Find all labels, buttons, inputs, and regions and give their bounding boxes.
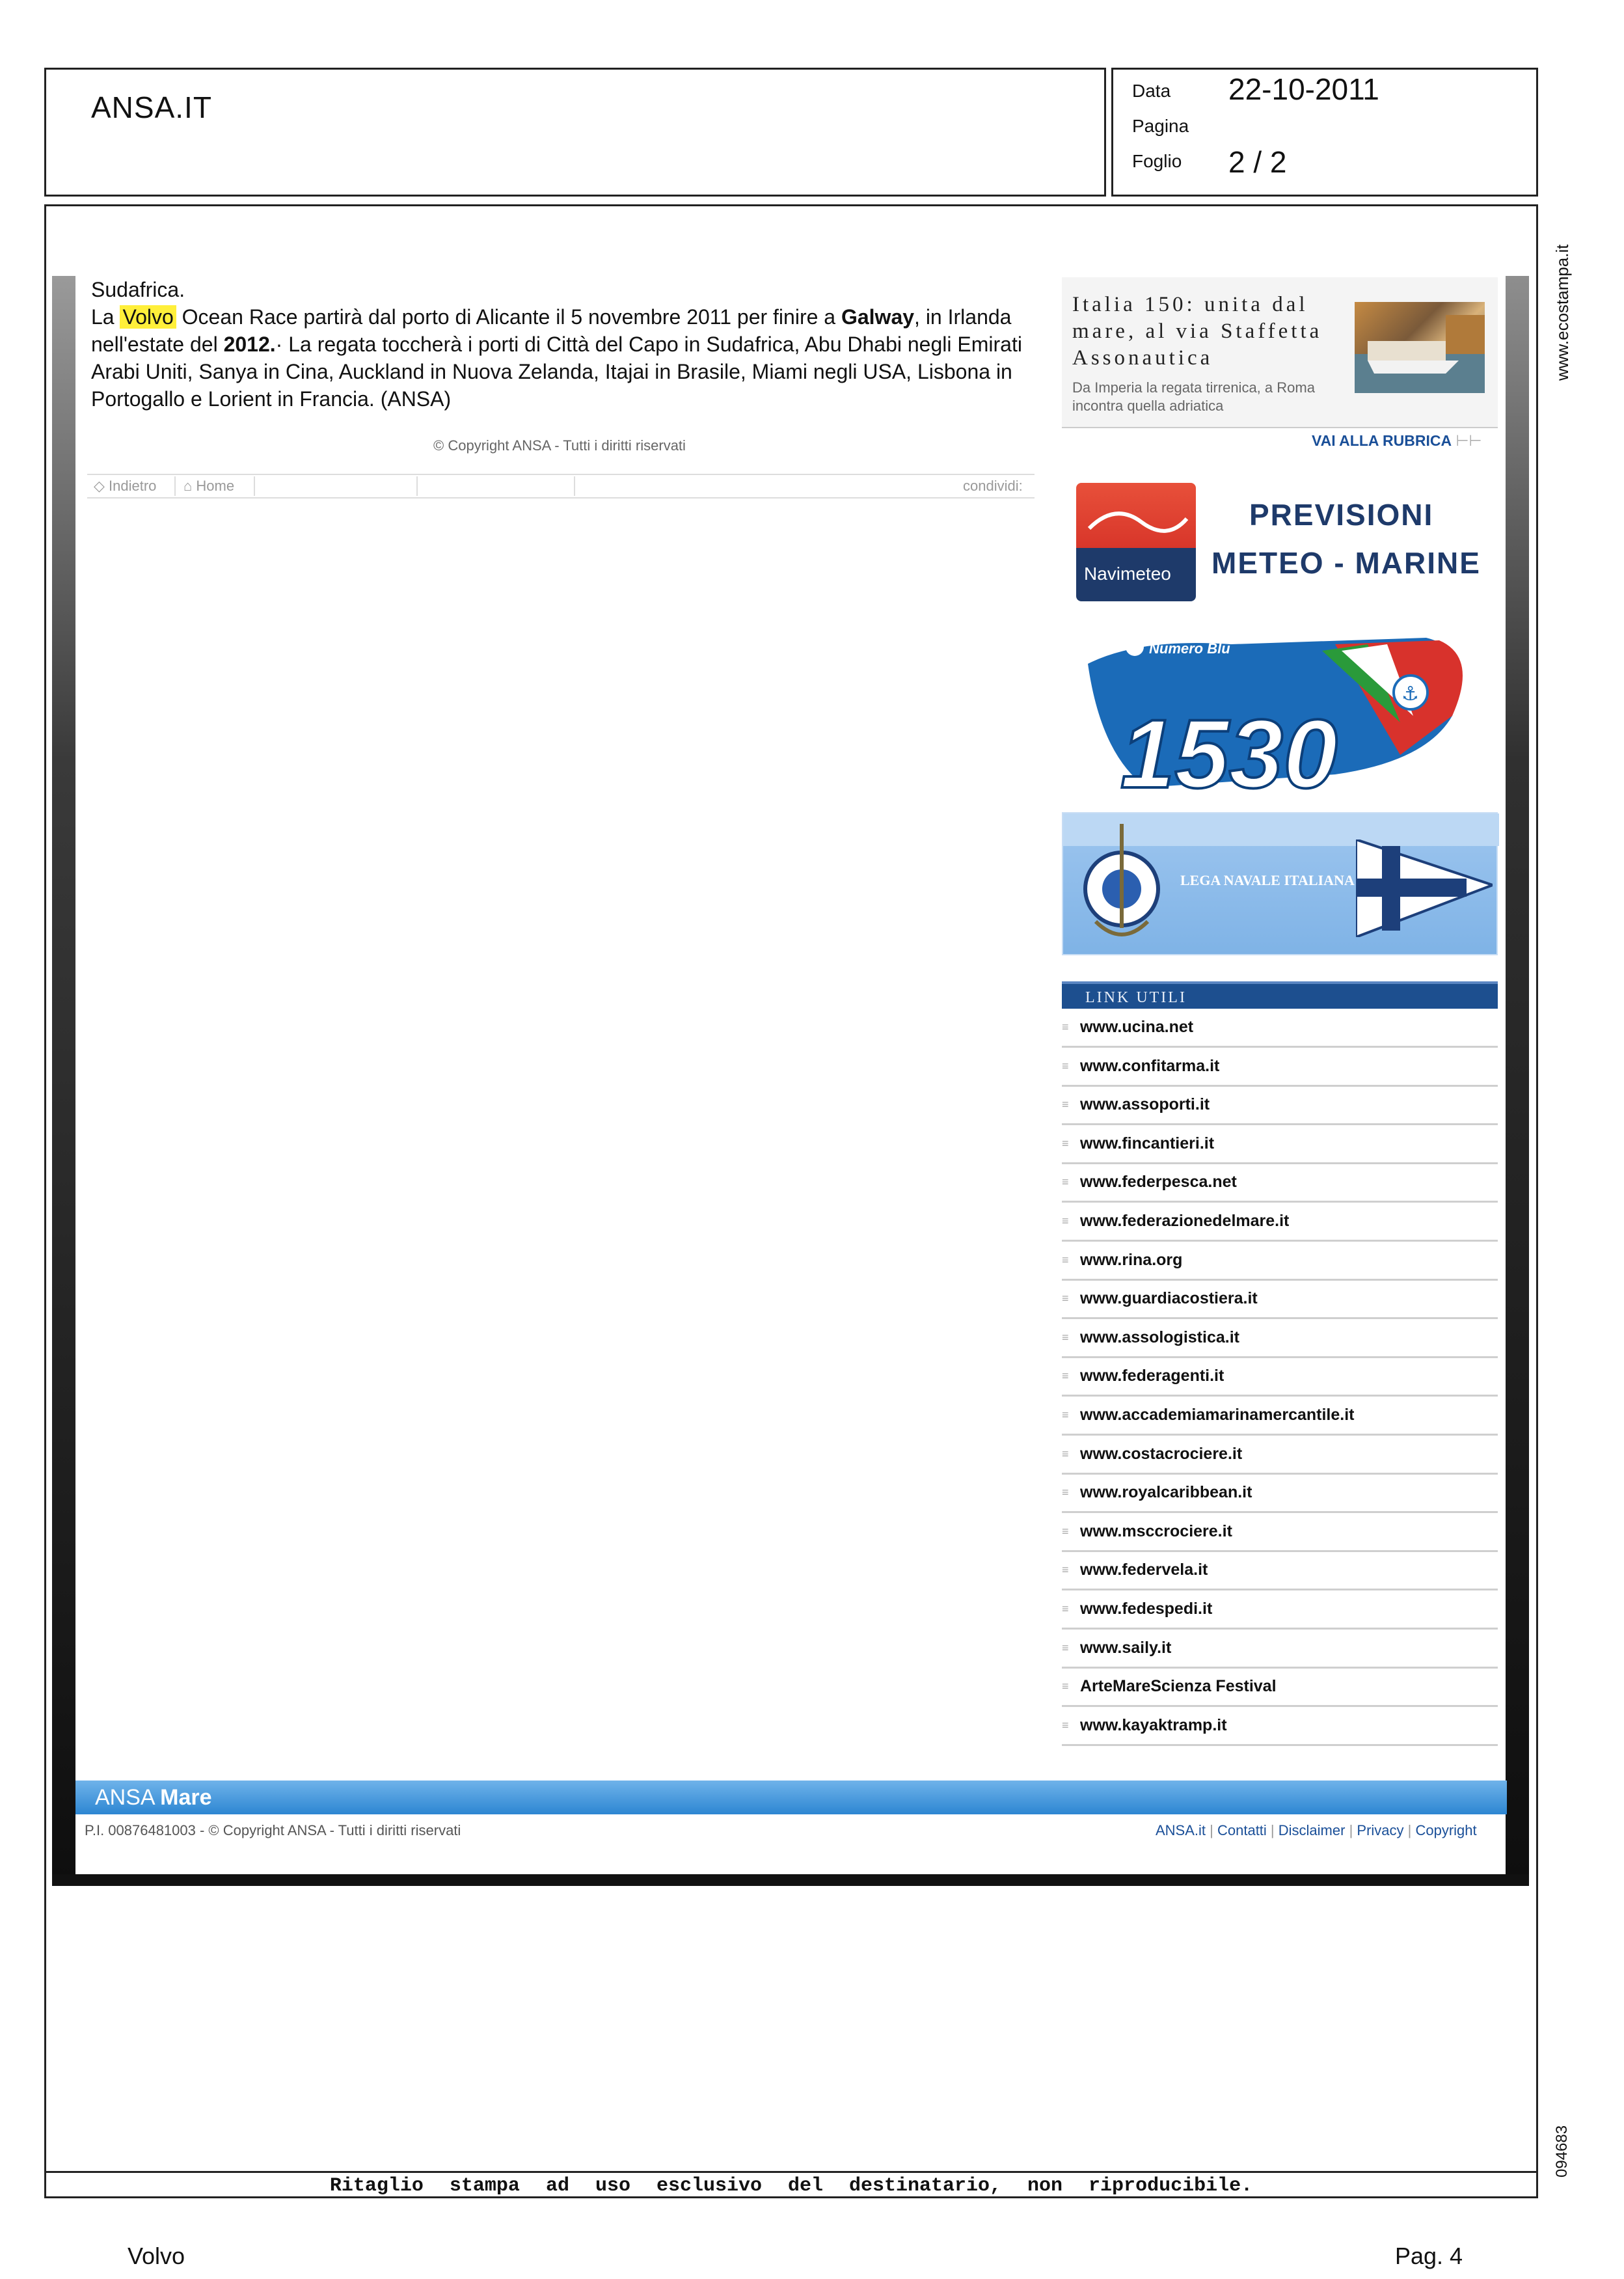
clip-right-border xyxy=(1506,276,1529,1886)
lega-navale-emblem-icon xyxy=(1076,817,1167,954)
link-utili-label: www.msccrociere.it xyxy=(1080,1522,1232,1540)
link-utili-item[interactable] xyxy=(1062,1631,1498,1669)
article-toolbar xyxy=(87,474,1035,498)
navimeteo-banner[interactable] xyxy=(1062,472,1498,610)
divider xyxy=(174,476,176,496)
home-link[interactable] xyxy=(183,478,234,495)
numero-blu-number: 1530 xyxy=(1120,699,1338,790)
clip-left-border xyxy=(52,276,75,1886)
navimeteo-brand: Navimeteo xyxy=(1084,564,1171,584)
divider xyxy=(574,476,575,496)
numero-blu-label: Numero Blu xyxy=(1149,640,1230,657)
separator: | xyxy=(1266,1822,1279,1838)
navimeteo-line1: PREVISIONI xyxy=(1249,498,1434,532)
list-bullet-icon: ≡ xyxy=(1062,1059,1069,1072)
footer-links xyxy=(1156,1822,1477,1839)
list-bullet-icon: ≡ xyxy=(1062,1680,1069,1693)
frame-divider xyxy=(44,2171,1538,2173)
home-label: Home xyxy=(196,478,235,494)
data-label: Data xyxy=(1132,81,1171,101)
link-utili-item[interactable] xyxy=(1062,1320,1498,1358)
link-utili-label: www.accademiamarinamercantile.it xyxy=(1080,1406,1355,1424)
pennant-flag-icon xyxy=(1356,839,1493,937)
side-code-text xyxy=(1542,2112,1581,2184)
link-utili-item[interactable] xyxy=(1062,1126,1498,1164)
link-utili-item[interactable] xyxy=(1062,1010,1498,1048)
link-utili-item[interactable] xyxy=(1062,1281,1498,1319)
link-utili-label: www.federazionedelmare.it xyxy=(1080,1212,1290,1230)
lega-navale-banner[interactable] xyxy=(1062,812,1498,955)
clip-bottom-border xyxy=(52,1874,1529,1886)
article-body xyxy=(91,276,1028,413)
back-label: Indietro xyxy=(109,478,157,494)
anchor-icon: ⚓ xyxy=(1401,683,1419,705)
list-bullet-icon: ≡ xyxy=(1062,1369,1069,1383)
lega-navale-name: LEGA NAVALE ITALIANA xyxy=(1180,872,1355,888)
source-name: ANSA.IT xyxy=(91,90,212,124)
navimeteo-logo xyxy=(1076,483,1196,601)
list-bullet-icon: ≡ xyxy=(1062,1718,1069,1732)
link-utili-item[interactable] xyxy=(1062,1087,1498,1125)
list-bullet-icon: ≡ xyxy=(1062,1330,1069,1344)
brand-ansa: ANSA xyxy=(95,1785,161,1810)
link-utili-label: www.fedespedi.it xyxy=(1080,1600,1213,1618)
clipping-note: Ritaglio stampa ad uso esclusivo del destinatario, non riproducibile. xyxy=(329,2175,1253,2197)
link-utili-item[interactable] xyxy=(1062,1514,1498,1552)
link-utili-item[interactable] xyxy=(1062,1165,1498,1203)
footer-link-copyright[interactable]: Copyright xyxy=(1415,1822,1477,1838)
link-utili-label: www.federagenti.it xyxy=(1080,1367,1225,1385)
divider xyxy=(416,476,418,496)
foglio-value: 2 / 2 xyxy=(1228,145,1287,179)
highlighted-keyword: Volvo xyxy=(120,305,176,329)
text-fragment: Ocean Race partirà dal porto di Alicante il 5 novembre 2011 per finire a xyxy=(176,305,841,329)
rubrica-link-label: VAI ALLA RUBRICA xyxy=(1312,432,1452,449)
separator: | xyxy=(1345,1822,1357,1838)
bold-fragment: Galway xyxy=(841,305,915,329)
link-utili-label: ArteMareScienza Festival xyxy=(1080,1677,1277,1696)
article-line-first: Sudafrica. xyxy=(91,278,185,301)
link-utili-item[interactable] xyxy=(1062,1243,1498,1281)
text-fragment: La xyxy=(91,305,120,329)
text-fragment: , in Irlanda nell'estate del xyxy=(91,305,1012,356)
text-fragment: · La regata toccherà i porti di Città del Capo in Sudafrica, Abu Dhabi negli Emirati Arabi Uniti, Sanya in Cina, Auckland in Nuova Zelanda, Itajai in Brasile, Miami negli USA, Lisbona in Portogallo e Lorient in Francia. (ANSA) xyxy=(91,333,1022,411)
divider xyxy=(1062,427,1498,428)
list-bullet-icon: ≡ xyxy=(1062,1020,1069,1033)
link-utili-item[interactable] xyxy=(1062,1049,1498,1087)
share-label[interactable]: condividi: xyxy=(963,478,1023,494)
footer-link-contatti[interactable]: Contatti xyxy=(1217,1822,1267,1838)
link-utili-label: www.ucina.net xyxy=(1080,1018,1194,1036)
article-paragraph xyxy=(91,303,1028,413)
link-utili-label: www.confitarma.it xyxy=(1080,1056,1220,1075)
harbor-image-icon xyxy=(1355,302,1485,393)
list-bullet-icon: ≡ xyxy=(1062,1253,1069,1266)
footer-link-privacy[interactable]: Privacy xyxy=(1357,1822,1404,1838)
side-code-label: 094683 xyxy=(1553,2125,1571,2177)
brand-mare: Mare xyxy=(160,1785,212,1810)
list-bullet-icon: ≡ xyxy=(1062,1447,1069,1460)
rubrica-photo[interactable] xyxy=(1355,302,1485,393)
list-bullet-icon: ≡ xyxy=(1062,1136,1069,1150)
link-utili-label: www.federpesca.net xyxy=(1080,1173,1237,1192)
ansa-mare-bar[interactable] xyxy=(75,1781,1507,1814)
arrow-right-icon: ⊢⊢ xyxy=(1452,432,1482,449)
link-utili-item[interactable] xyxy=(1062,1708,1498,1746)
data-value: 22-10-2011 xyxy=(1228,72,1379,106)
back-link[interactable] xyxy=(94,478,156,495)
link-utili-item[interactable] xyxy=(1062,1359,1498,1397)
link-utili-label: www.rina.org xyxy=(1080,1250,1183,1269)
rubrica-subtitle: Da Imperia la regata tirrenica, a Roma incontra quella adriatica xyxy=(1072,379,1315,414)
numero-blu-banner[interactable] xyxy=(1062,625,1498,790)
side-site-label: www.ecostampa.it xyxy=(1552,244,1572,381)
link-utili-label: www.assoporti.it xyxy=(1080,1095,1210,1114)
link-utili-label: www.costacrociere.it xyxy=(1080,1444,1243,1463)
piva-text: P.I. 00876481003 - © Copyright ANSA - Tutti i diritti riservati xyxy=(85,1822,461,1838)
numero-blu-graphic xyxy=(1062,625,1498,790)
footer-link-ansa[interactable]: ANSA.it xyxy=(1156,1822,1206,1838)
separator: | xyxy=(1403,1822,1416,1838)
link-utili-item[interactable] xyxy=(1062,1553,1498,1590)
list-bullet-icon: ≡ xyxy=(1062,1602,1069,1615)
link-utili-label: www.fincantieri.it xyxy=(1080,1134,1215,1153)
link-utili-item[interactable] xyxy=(1062,1669,1498,1707)
list-bullet-icon: ≡ xyxy=(1062,1098,1069,1112)
list-bullet-icon: ≡ xyxy=(1062,1408,1069,1421)
home-icon: ⌂ xyxy=(183,478,196,494)
link-utili-label: www.saily.it xyxy=(1080,1638,1172,1657)
list-bullet-icon: ≡ xyxy=(1062,1563,1069,1577)
navimeteo-line2: METEO - MARINE xyxy=(1211,546,1481,580)
header-source-box xyxy=(44,68,1106,197)
separator: | xyxy=(1206,1822,1217,1838)
back-arrow-icon: ◇ xyxy=(94,478,109,494)
wave-icon xyxy=(1076,483,1196,554)
rubrica-title[interactable]: Italia 150: unita dal mare, al via Staffetta Assonautica xyxy=(1072,293,1323,370)
link-utili-item[interactable] xyxy=(1062,1204,1498,1242)
link-utili-label: www.federvela.it xyxy=(1080,1561,1208,1579)
link-utili-label: www.guardiacostiera.it xyxy=(1080,1289,1258,1308)
list-bullet-icon: ≡ xyxy=(1062,1524,1069,1538)
list-bullet-icon: ≡ xyxy=(1062,1175,1069,1189)
list-bullet-icon: ≡ xyxy=(1062,1486,1069,1499)
link-utili-header: LINK UTILI xyxy=(1062,981,1498,1009)
foglio-label: Foglio xyxy=(1132,151,1182,171)
link-utili-label: www.royalcaribbean.it xyxy=(1080,1483,1252,1502)
pagina-label: Pagina xyxy=(1132,116,1189,136)
document-keyword: Volvo xyxy=(128,2243,185,2269)
link-utili-item[interactable] xyxy=(1062,1475,1498,1513)
list-bullet-icon: ≡ xyxy=(1062,1292,1069,1305)
side-site-text xyxy=(1542,215,1581,384)
bold-fragment: 2012. xyxy=(223,333,276,356)
link-utili-item[interactable] xyxy=(1062,1592,1498,1630)
divider xyxy=(254,476,255,496)
link-utili-label: www.kayaktramp.it xyxy=(1080,1715,1227,1734)
document-page: Pag. 4 xyxy=(1395,2243,1463,2269)
link-utili-item[interactable] xyxy=(1062,1437,1498,1475)
rubrica-link[interactable] xyxy=(1312,432,1482,450)
footer-link-disclaimer[interactable]: Disclaimer xyxy=(1278,1822,1346,1838)
link-utili-label: www.assologistica.it xyxy=(1080,1328,1239,1346)
article-copyright: © Copyright ANSA - Tutti i diritti riservati xyxy=(433,437,686,454)
list-bullet-icon: ≡ xyxy=(1062,1641,1069,1654)
list-bullet-icon: ≡ xyxy=(1062,1214,1069,1227)
link-utili-item[interactable] xyxy=(1062,1398,1498,1436)
